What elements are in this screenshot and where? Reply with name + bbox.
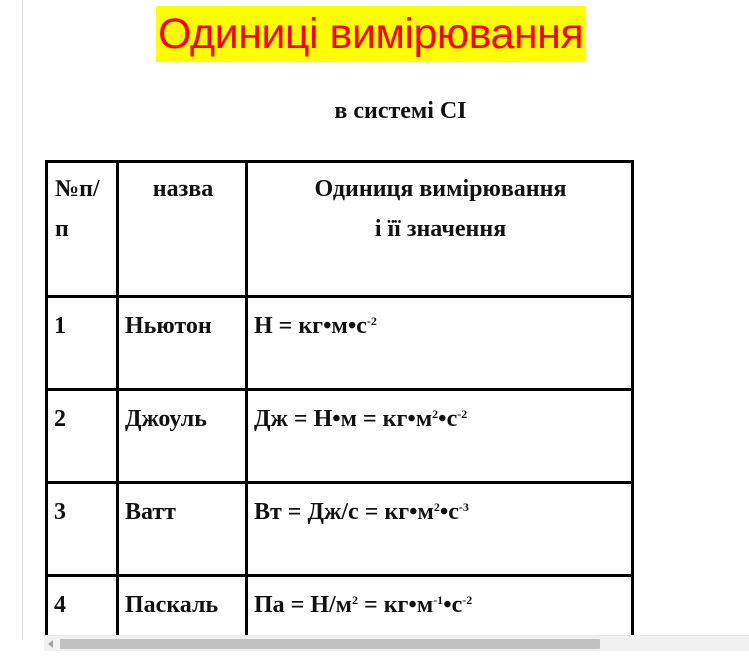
bottom-margin <box>0 651 749 657</box>
formula-text: •с <box>438 406 458 432</box>
row-name: Ньютон <box>118 297 247 390</box>
header-unit-line2: і її значення <box>374 216 507 242</box>
formula-exponent: -2 <box>457 407 468 421</box>
row-name: Ватт <box>118 483 247 576</box>
row-formula <box>247 483 633 576</box>
header-name: назва <box>118 162 247 297</box>
formula-text: Па = Н/м <box>254 592 353 618</box>
row-formula <box>247 390 633 483</box>
formula-text: Дж = Н•м = кг•м <box>254 406 433 432</box>
row-name: Паскаль <box>118 576 247 657</box>
formula-text: = кг•м <box>358 592 434 618</box>
header-unit <box>247 162 633 297</box>
chevron-left-icon[interactable] <box>48 640 53 648</box>
horizontal-scrollbar[interactable] <box>44 635 749 652</box>
page-title: Одиниці вимірювання <box>156 6 585 62</box>
scrollbar-thumb[interactable] <box>60 639 600 649</box>
formula-exponent: -1 <box>433 593 444 607</box>
row-number: 2 <box>47 390 118 483</box>
units-table <box>45 160 634 657</box>
formula-exponent: -2 <box>462 593 473 607</box>
header-unit-line1: Одиниця вимірювання <box>314 176 567 202</box>
row-formula <box>247 297 633 390</box>
header-number-line2: п <box>55 216 69 242</box>
formula-text: •с <box>439 499 459 525</box>
table-row <box>47 297 633 390</box>
row-number: 1 <box>47 297 118 390</box>
table-row <box>47 483 633 576</box>
formula-text: Вт = Дж/с = кг•м <box>254 499 434 525</box>
row-name: Джоуль <box>118 390 247 483</box>
formula-text: Н = кг•м•с <box>254 313 367 339</box>
formula-exponent: 2 <box>433 500 440 514</box>
table-header-row <box>47 162 633 297</box>
header-number-line1: №п/ <box>55 176 100 202</box>
formula-exponent: -2 <box>366 314 377 328</box>
page-subtitle: в системі СІ <box>334 98 467 124</box>
formula-exponent: 2 <box>352 593 359 607</box>
page-edge-divider <box>22 0 23 640</box>
row-number: 3 <box>47 483 118 576</box>
formula-exponent: 2 <box>432 407 439 421</box>
header-number <box>47 162 118 297</box>
table-row <box>47 390 633 483</box>
formula-exponent: -3 <box>458 500 469 514</box>
row-number: 4 <box>47 576 118 657</box>
formula-text: •с <box>443 592 463 618</box>
